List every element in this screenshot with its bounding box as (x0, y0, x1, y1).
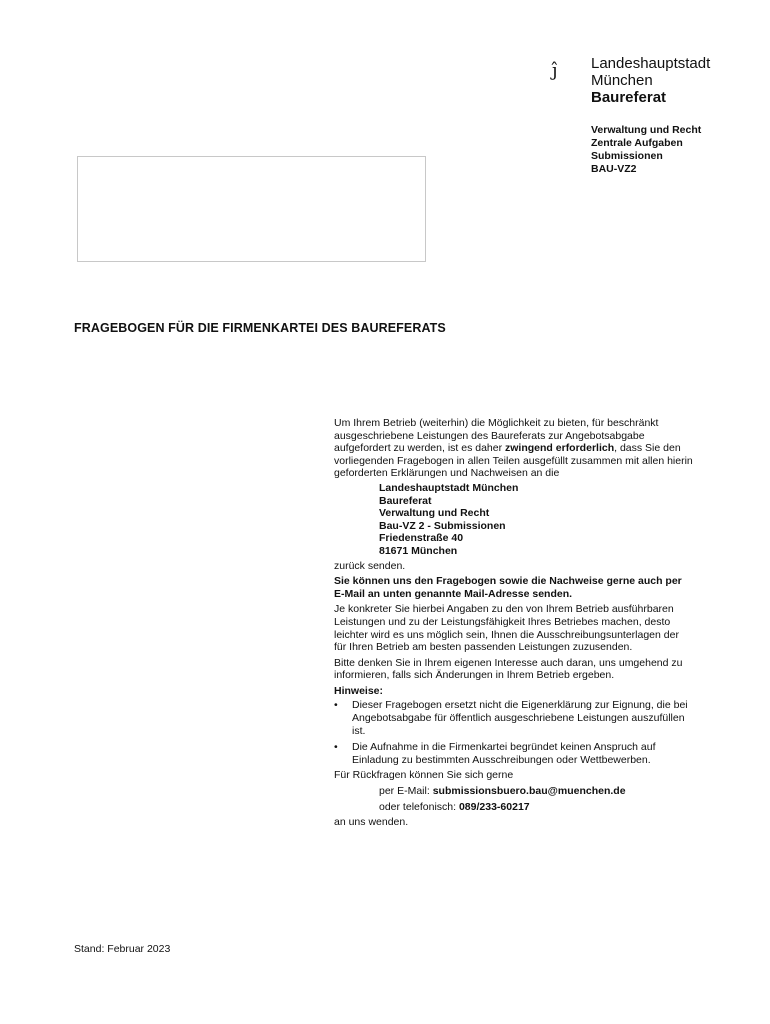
return-text: zurück senden. (334, 559, 406, 572)
address-window-box (77, 156, 426, 262)
intro-paragraph (334, 417, 694, 480)
department-block (591, 124, 701, 176)
org-line-1: Landeshauptstadt (591, 55, 711, 72)
organization-name (591, 55, 710, 106)
note-text: Dieser Fragebogen ersetzt nicht die Eigenerklärung zur Eignung, die bei Angebotsabgabe für öffentlich ausgeschriebene Leistungen auszufüllen ist. (352, 699, 688, 737)
org-line-3: Baureferat (591, 89, 667, 106)
contact-phone (334, 801, 694, 814)
note-item (334, 741, 694, 766)
dept-line: BAU-VZ2 (591, 163, 637, 175)
address-line: 81671 München (379, 544, 458, 557)
address-line: Baureferat (379, 494, 432, 507)
email-note: Sie können uns den Fragebogen sowie die Nachweise gerne auch per E-Mail an unten genannte Mail-Adresse senden. (334, 575, 682, 600)
dept-line: Submissionen (591, 150, 663, 162)
address-line: Verwaltung und Recht (379, 507, 490, 520)
body-text (334, 417, 694, 829)
dept-line: Verwaltung und Recht (591, 124, 702, 136)
bullet-icon: • (334, 741, 338, 754)
email-label: per E-Mail: (379, 785, 433, 798)
note-text: Die Aufnahme in die Firmenkartei begründet keinen Anspruch auf Einladung zu bestimmten Ausschreibungen oder Wettbewerben. (352, 741, 656, 766)
org-line-2: München (591, 72, 653, 89)
note-item (334, 699, 694, 737)
bullet-icon: • (334, 699, 338, 712)
intro-bold: zwingend erforderlich (505, 442, 615, 455)
footer-date: Stand: Februar 2023 (74, 943, 171, 955)
intro-text-2: , dass Sie den vorliegenden Fragebogen in allen Teilen ausgefüllt zusammen mit allen hierin geforderten Erklärungen und Nachweisen an die (334, 442, 693, 480)
email-address-link[interactable]: submissionsbuero.bau@muenchen.de (432, 785, 626, 798)
paragraph-3: Bitte denken Sie in Ihrem eigenen Interesse auch daran, uns umgehend zu informieren, falls sich Änderungen in Ihrem Betrieb ergeben. (334, 656, 683, 682)
page-title: FRAGEBOGEN FÜR DIE FIRMENKARTEI DES BAUREFERATS (74, 321, 446, 335)
phone-label: oder telefonisch: (379, 800, 459, 813)
recipient-address (334, 482, 694, 558)
intro-text-1: Um Ihrem Betrieb (weiterhin) die Möglichkeit zu bieten, für beschränkt ausgeschriebene Leistungen des Baureferats zur Angebotsabgabe aufgefordert zu werden, ist es daher (334, 417, 659, 455)
phone-number: 089/233-60217 (458, 800, 530, 813)
contact-outro: an uns wenden. (334, 816, 409, 829)
city-logo-icon: ĵ (552, 60, 558, 81)
notes-heading: Hinweise: (334, 684, 384, 697)
dept-line: Zentrale Aufgaben (591, 137, 683, 149)
address-line: Friedenstraße 40 (379, 532, 464, 545)
contact-intro: Für Rückfragen können Sie sich gerne (334, 769, 514, 782)
paragraph-2: Je konkreter Sie hierbei Angaben zu den von Ihrem Betrieb ausführbaren Leistungen und zu der Leistungsfähigkeit Ihres Betriebes machen, desto leichter wird es uns möglich sein, Ihnen die Ausschreibungsunterlagen der für Ihren Betrieb am besten passenden Leistungen zuzusenden. (334, 603, 679, 654)
address-line: Landeshauptstadt München (379, 481, 519, 494)
address-line: Bau-VZ 2 - Submissionen (379, 519, 506, 532)
contact-email (334, 785, 694, 798)
